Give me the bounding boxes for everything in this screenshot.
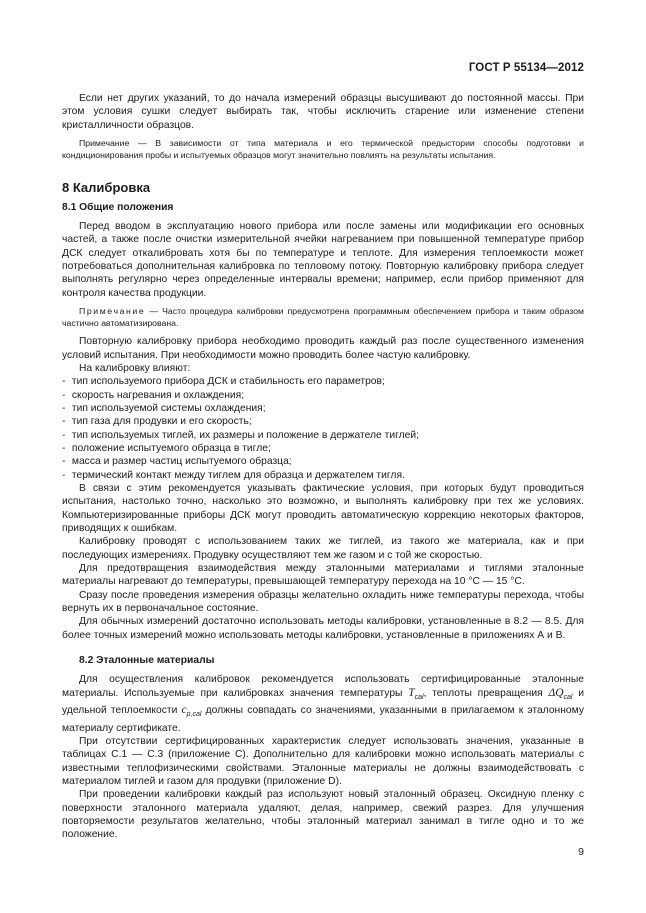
list-item: - термический контакт между тиглем для образца и держателем тигля.: [62, 469, 405, 481]
paragraph-crucibles: Калибровку проводят с использованием таких же тиглей, из такого же материала, как и при последующих измерениях. Продувку осуществляют тем же газом и с той же скоростью.: [62, 536, 584, 561]
note-software: [62, 306, 584, 329]
list-item: - скорость нагревания и охлаждения;: [62, 389, 245, 401]
section-heading-calibration: 8 Калибровка: [62, 180, 151, 196]
standard-header: ГОСТ Р 55134—2012: [468, 62, 584, 74]
list-item: - тип используемых тиглей, их размеры и положение в держателе тиглей;: [62, 429, 419, 441]
list-item: - положение испытуемого образца в тигле;: [62, 442, 271, 454]
list-item: - тип газа для продувки и его скорость;: [62, 416, 252, 428]
influences-list: [62, 375, 584, 482]
paragraph-certified-materials: Для осуществления калибровок рекомендуется использовать сертифицированные эталонные материалы. Используемые при калибровках значения температуры $T_{cal}$, теплоты превращения $\Delta Q_{cal}$ и удельной теплоемкости $c_{p,cal}$ должны совпадать со значениями, указанными в прилагаемом к эталонному материалу сертификате.: [62, 674, 584, 734]
paragraph-new-sample: При проведении калибровки каждый раз используют новый эталонный образец. Оксидную пленку с поверхности эталонного материала удаляют, делая, например, свежий разрез. Для улучшения повторяемости результатов желательно, чтобы эталонный материал занимал в тигле одно и то же положение.: [62, 789, 584, 841]
note-sample-prep: Примечание — В зависимости от типа материала и его термической предыстории способы подготовки и кондиционирования пробы и испытуемых образцов могут значительно повлиять на результаты испытания.: [62, 138, 584, 160]
note-label: Примечание: [79, 305, 146, 316]
paragraph-drying: Если нет других указаний, то до начала измерений образцы высушивают до постоянной массы. При этом условия сушки следует выбирать так, чтобы исключить старение или изменение степени кристалличности образцов.: [62, 93, 584, 131]
page-content: [62, 92, 584, 842]
subsection-heading-general: 8.1 Общие положения: [62, 201, 174, 213]
paragraph-calibration-intro: Перед вводом в эксплуатацию нового прибора или после замены или модификации его основных частей, а также после очистки измерительной ячейки нагреванием при повышенной температуре прибор ДСК следует откалибровать хотя бы по температуре и теплоте. Для измерения теплоемкости может потребоваться дополнительная калибровка по тепловому потоку. Повторную калибровку прибора следует выполнять регулярно через определенные интервалы времени; например, если прибор применяют для контроля качества продукции.: [62, 220, 584, 299]
paragraph-methods: Для обычных измерений достаточно использовать методы калибровки, установленные в 8.2 — 8.5. Для более точных измерений можно использовать методы калибровки, установленные в приложениях А и В.: [62, 616, 584, 641]
note-text: — Часто процедура калибровки предусмотрена программным обеспечением прибора и таким образом частично автоматизирована.: [62, 305, 584, 328]
influences-intro: На калибровку влияют:: [79, 362, 191, 374]
list-item: - масса и размер частиц испытуемого образца;: [62, 456, 292, 468]
list-item: - тип используемой системы охлаждения;: [62, 402, 266, 414]
paragraph-conditions: В связи с этим рекомендуется указывать фактические условия, при которых будут проводиться испытания, настолько точно, насколько это возможно, и выполнять калибровку при тех же условиях. Компьютеризированные приборы ДСК могут проводить автоматическую коррекцию некоторых факторов, приводящих к ошибкам.: [62, 482, 584, 534]
page-number: 9: [578, 846, 584, 858]
subsection-heading-reference-materials: 8.2 Эталонные материалы: [79, 655, 215, 667]
paragraph-cooling: Сразу после проведения измерения образцы желательно охладить ниже температуры перехода, чтобы вернуть их в первоначальное состояние.: [62, 589, 584, 615]
paragraph-recalibration: Повторную калибровку прибора необходимо проводить каждый раз после существенного изменения условий испытания. При необходимости можно проводить более частую калибровку.: [62, 336, 584, 361]
list-item: - тип используемого прибора ДСК и стабильность его параметров;: [62, 376, 385, 388]
paragraph-heating: Для предотвращения взаимодействия между эталонными материалами и тиглями эталонные материалы нагревают до температуры, превышающей температуру перехода на 10 °С — 15 °С.: [62, 563, 584, 588]
paragraph-uncertified: При отсутствии сертифицированных характеристик следует использовать значения, указанные в таблицах С.1 — С.3 (приложение С). Дополнительно для калибровки можно использовать материалы с известными теплофизическими свойствами. Эталонные материалы не должны взаимодействовать с материалом тиглей и газом для продувки (приложение D).: [62, 735, 584, 787]
